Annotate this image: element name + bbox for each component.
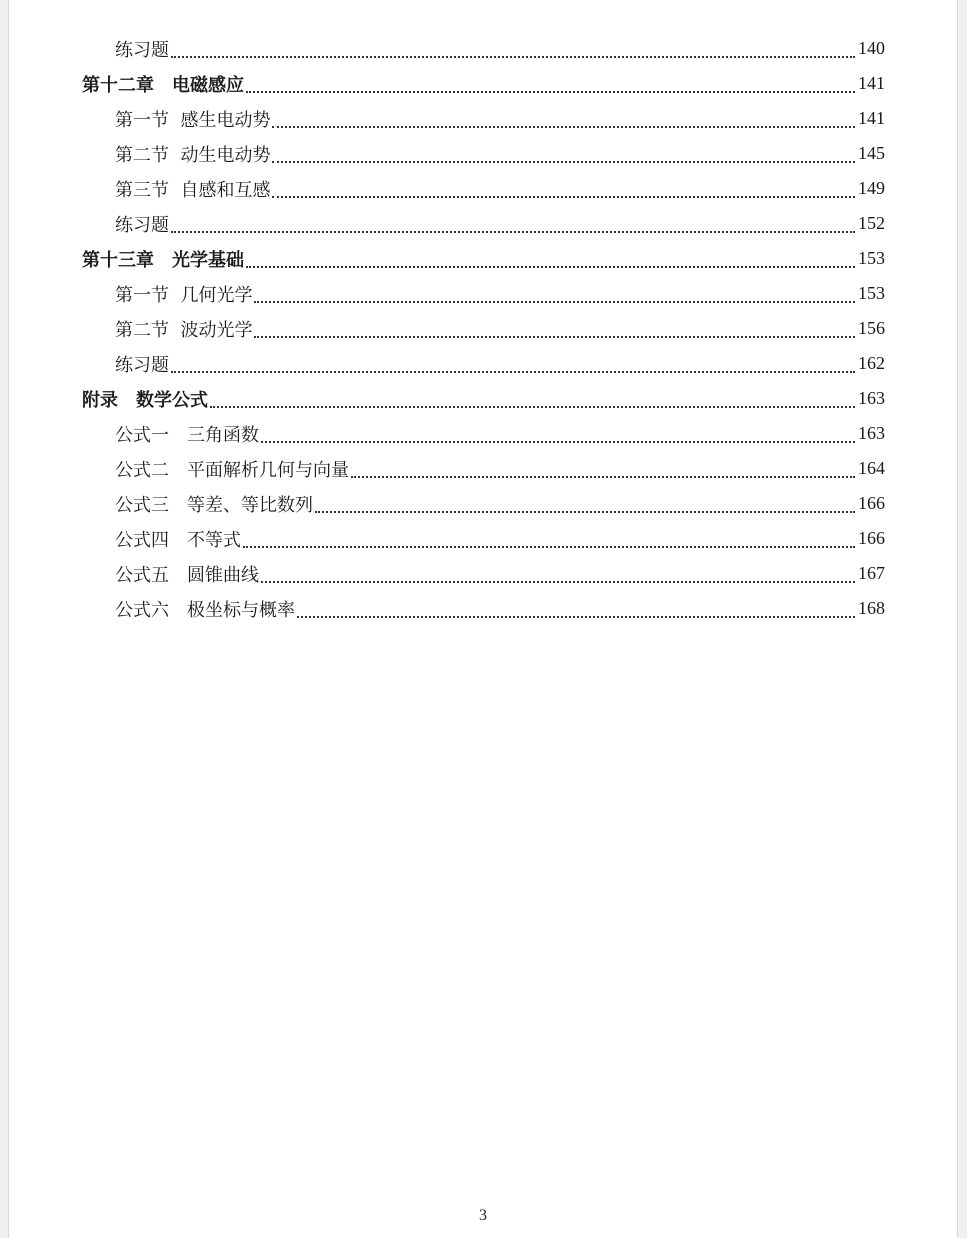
toc-entry-page-number: 156 [858,318,885,338]
toc-section-entry[interactable] [9,346,957,381]
toc-entry-page-number: 140 [858,38,885,58]
toc-entry-title: 练习题 [115,214,169,236]
toc-section-entry[interactable] [9,171,957,206]
toc-chapter-entry[interactable] [9,66,957,101]
dot-leader [254,328,855,338]
dot-leader [297,608,855,618]
toc-section-entry[interactable] [9,206,957,241]
dot-leader [246,258,855,268]
dot-leader [272,188,855,198]
toc-entry-title: 第二节 波动光学 [115,319,253,341]
dot-leader [261,433,855,443]
toc-section-entry[interactable] [9,136,957,171]
toc-entry-title: 第十二章 电磁感应 [82,74,244,96]
dot-leader [210,398,855,408]
toc-entry-page-number: 164 [858,458,885,478]
toc-section-entry[interactable] [9,521,957,556]
toc-entry-page-number: 166 [858,493,885,513]
dot-leader [315,503,855,513]
toc-section-entry[interactable] [9,31,957,66]
toc-entry-page-number: 163 [858,388,885,408]
toc-entry-title: 第一节 几何光学 [115,284,253,306]
dot-leader [246,83,855,93]
toc-chapter-entry[interactable] [9,381,957,416]
toc-chapter-entry[interactable] [9,241,957,276]
toc-section-entry[interactable] [9,311,957,346]
toc-entry-title: 练习题 [115,39,169,61]
dot-leader [243,538,855,548]
toc-entry-title: 公式一 三角函数 [115,424,259,446]
toc-entry-title: 练习题 [115,354,169,376]
toc-section-entry[interactable] [9,591,957,626]
toc-entry-page-number: 153 [858,283,885,303]
dot-leader [171,363,855,373]
document-page [8,0,958,1238]
table-of-contents [9,31,957,626]
dot-leader [261,573,855,583]
toc-entry-title: 第一节 感生电动势 [115,109,271,131]
toc-entry-page-number: 152 [858,213,885,233]
page-number: 3 [479,1207,487,1224]
toc-entry-page-number: 166 [858,528,885,548]
toc-entry-title: 公式四 不等式 [115,529,241,551]
toc-section-entry[interactable] [9,556,957,591]
toc-entry-title: 第二节 动生电动势 [115,144,271,166]
toc-entry-page-number: 153 [858,248,885,268]
toc-entry-page-number: 149 [858,178,885,198]
toc-section-entry[interactable] [9,486,957,521]
dot-leader [171,48,855,58]
toc-entry-title: 公式五 圆锥曲线 [115,564,259,586]
toc-section-entry[interactable] [9,451,957,486]
toc-entry-page-number: 168 [858,598,885,618]
toc-entry-page-number: 141 [858,108,885,128]
dot-leader [254,293,855,303]
toc-section-entry[interactable] [9,276,957,311]
dot-leader [272,153,855,163]
toc-entry-page-number: 141 [858,73,885,93]
toc-entry-page-number: 163 [858,423,885,443]
toc-entry-title: 第三节 自感和互感 [115,179,271,201]
toc-section-entry[interactable] [9,101,957,136]
dot-leader [272,118,855,128]
toc-entry-page-number: 167 [858,563,885,583]
toc-entry-title: 第十三章 光学基础 [82,249,244,271]
toc-entry-page-number: 145 [858,143,885,163]
toc-entry-title: 附录 数学公式 [82,389,208,411]
dot-leader [171,223,855,233]
toc-entry-title: 公式六 极坐标与概率 [115,599,295,621]
toc-entry-title: 公式三 等差、等比数列 [115,494,313,516]
dot-leader [351,468,855,478]
toc-section-entry[interactable] [9,416,957,451]
toc-entry-page-number: 162 [858,353,885,373]
toc-entry-title: 公式二 平面解析几何与向量 [115,459,349,481]
